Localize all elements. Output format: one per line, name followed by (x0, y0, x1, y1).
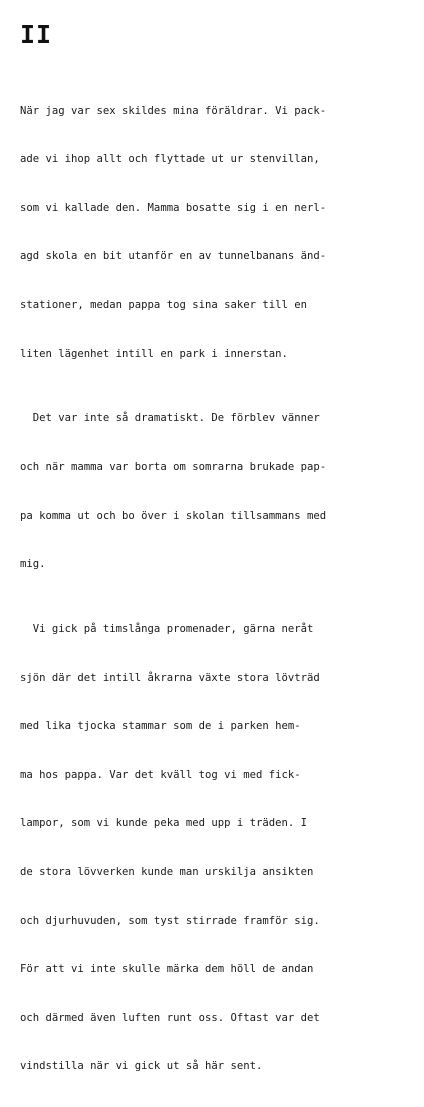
text-line: de stora lövverken kunde man urskilja ansikten (20, 865, 314, 878)
text-line: För att vi inte skulle märka dem höll de andan (20, 963, 314, 976)
text-line: Det var inte så dramatiskt. De förblev vänner (20, 412, 320, 425)
text-line: stationer, medan pappa tog sina saker till en (20, 298, 308, 311)
text-line: och när mamma var borta om somrarna brukade pap- (20, 460, 327, 473)
text-line: lampor, som vi kunde peka med upp i träden. I (20, 817, 308, 830)
text-line: ma hos pappa. Var det kväll tog vi med fick- (20, 768, 301, 781)
chapter-body (20, 54, 410, 1107)
text-line: sjön där det intill åkrarna växte stora lövträd (20, 671, 320, 684)
text-line: När jag var sex skildes mina föräldrar. Vi pack- (20, 104, 327, 117)
chapter-heading: II (20, 20, 53, 49)
text-line: med lika tjocka stammar som de i parken hem- (20, 720, 301, 733)
text-line: mig. (20, 558, 46, 571)
text-line: Vi gick på timslånga promenader, gärna neråt (20, 622, 314, 635)
text-line: vindstilla när vi gick ut så här sent. (20, 1060, 263, 1073)
text-line: liten lägenhet intill en park i innerstan. (20, 347, 288, 360)
text-line: ade vi ihop allt och flyttade ut ur stenvillan, (20, 153, 320, 166)
text-line: och därmed även luften runt oss. Oftast var det (20, 1011, 320, 1024)
text-line: pa komma ut och bo över i skolan tillsammans med (20, 509, 327, 522)
text-line: agd skola en bit utanför en av tunnelbanans änd- (20, 250, 327, 263)
text-line: som vi kallade den. Mamma bosatte sig i en nerl- (20, 201, 327, 214)
text-line: och djurhuvuden, som tyst stirrade framför sig. (20, 914, 320, 927)
